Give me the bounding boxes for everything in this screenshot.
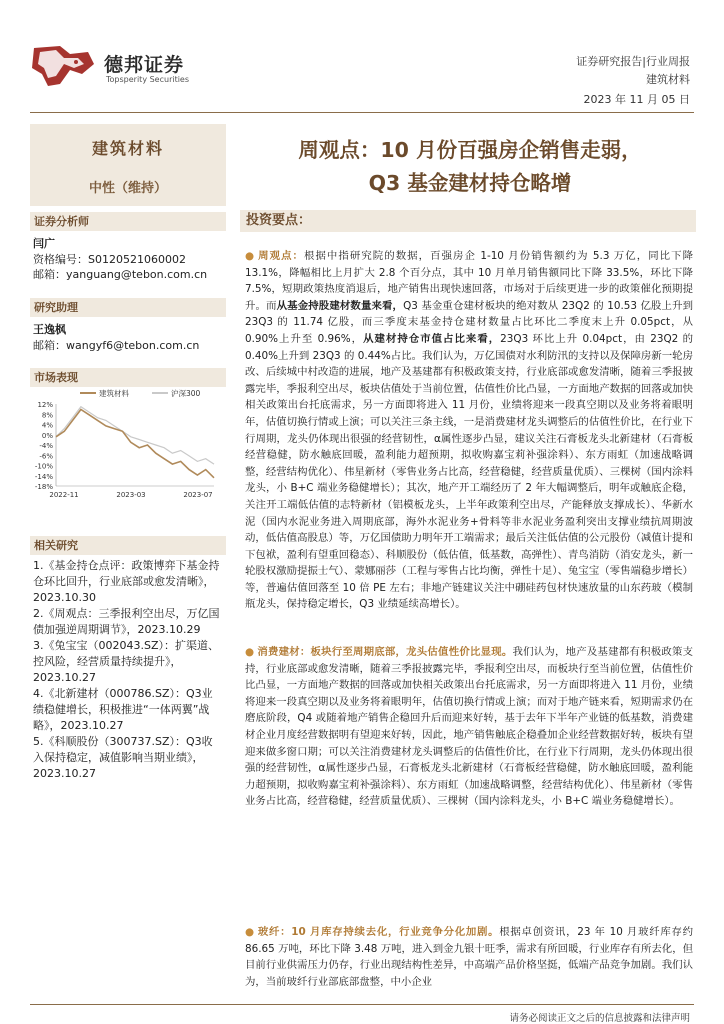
assistant-section-title: 研究助理 xyxy=(30,298,226,317)
analyst-cert: 资格编号：S0120521060002 xyxy=(33,253,186,266)
lead-glass-fiber: 玻纤：10 月库存持续去化，行业竞争分化加剧。 xyxy=(257,926,500,938)
text-segment: 根据中指研究院的数据，百强房企 1-10 月份销售额约为 5.3 万亿，同比下降 13.1%，降幅相比上月扩大 2.8 个百分点，其中 10 月单月销售额同比下降 33.5%，环比下降 7.5%，短期政策热度消退后，地产销售出现快速回落，市场对于后续更进一步的政策催化预期提升。而 xyxy=(245,250,693,312)
series-line-sector xyxy=(56,410,214,478)
text-segment: 我们认为，地产及基建都有积极政策支持，行业底部或愈发清晰，随着三季报披露完毕，季报利空出尽，而板块行至当前位置，估值性价比凸显，一方面地产数据的回落或加快相关政策出台托底需求，另一方面即将进入 11 月份，业绩将迎来一段真空期以及业务将着眼明年，估值切换行情或上演；而对于地产链来看，短期需求仍在磨底阶段，Q4 或随着地产销售企稳回升后而迎来好转，基于去年下半年产业链的低基数，消费建材企业月度经营数据明有望迎来好转，因此，地产销售触底企稳叠加企业经营数据好转，板块有望迎来做多窗口期；可以关注消费建材龙头调整后的估值性价比，在行业下行周期，龙头仍体现出很强的经营韧性，α属性逐步凸显，石膏板龙头北新建材（石膏板经营稳健，防水触底回暖，盈利能力超预期，拟收购嘉宝莉补强涂料）、东方雨虹（加速战略调整，经营结构优化）、伟星新材（零售业务占比高，经营稳健，经营质量优质）、三棵树（国内涂料龙头，小 B+C 端业务稳健增长）。 xyxy=(245,646,693,808)
paragraph-consumer-materials xyxy=(245,644,693,810)
x-tick-label: 2023-03 xyxy=(116,491,146,499)
y-tick-label: -14% xyxy=(34,472,53,481)
text-segment: 23Q3 环比上升 0.04pct，由 23Q2 的 0.40%上升到 23Q3 的 0.44%占比。我们认为，万亿国债对水利防汛的支持以及保障房新一轮房改、后续城中村改造的进展，地产及基建都有积极政策支持，行业底部或愈发清晰，随着三季报披露完毕，季报利空出尽，板块估值处于当前位置，估值性价比凸显，一方面地产数据的回落或加快相关政策出台托底需求，另一方面即将进入 11 月份，业绩将迎来一段真空期以及业务将着眼明年，估值切换行情或上演；可以关注三条主线，一是消费建材龙头调整后的估值性价比，在行业下行周期，龙头仍体现出很强的经营韧性，α属性逐步凸显，建议关注石膏板龙头北新建材（石膏板经营稳健，防水触底回暖，盈利能力超预期，拟收购嘉宝莉补强涂料）、东方雨虹（加速战略调整，经营结构优化）、伟星新材（零售业务占比高，经营稳健，经营质量优质）、三棵树（国内涂料龙头，小 B+C 端业务稳健增长）；其次，地产开工端经历了 2 年大幅调整后，明年或触底企稳，关注开工端低估值的志特新材（铝模板龙头，上半年政策利空出尽，产能释放支撑成长）、华新水泥（国内水泥业务进入周期底部，海外水泥业务+骨料等非水泥业务盈利突出支撑业绩抗周期波动，低估值高股息）等，万亿国债助力明年开工端需求；最后关注低估值的公元股份（减值计提和下包袱，盈利有望重回稳态）、科顺股份（低估值，低基数，高弹性）、青鸟消防（消安龙头，新一轮股权激励提振士气）、蒙娜丽莎（工程与零售占比均衡，弹性十足）、兔宝宝（零售端稳步增长）等，普遍估值回落至 10 倍 PE 左右；非地产链建议关注中硼硅药包材快速放量的山东药玻（模制瓶龙头，保持稳定增长，Q3 业绩延续高增长）。 xyxy=(245,332,693,611)
lead-consumer-materials: 消费建材：板块行至周期底部，龙头估值性价比显现。 xyxy=(257,646,513,658)
y-tick-label: 0% xyxy=(41,431,53,440)
report-industry: 建筑材料 xyxy=(646,73,690,86)
title-line-2: Q3 基金建材持仓略增 xyxy=(368,171,572,195)
footer-divider xyxy=(30,1004,694,1005)
related-research-list xyxy=(33,558,221,782)
header-divider xyxy=(30,112,694,113)
chart-svg xyxy=(30,386,226,501)
paragraph-glass-fiber xyxy=(245,924,693,990)
related-item[interactable]: 5.《科顺股份（300737.SZ）：Q3收入保持稳定，减值影响当期业绩》，2023.10.27 xyxy=(33,735,213,780)
title-line-1: 周观点：10 月份百强房企销售走弱， xyxy=(298,138,642,162)
bold-fund-holdings: 从基金持股建材数量来看， xyxy=(276,299,404,312)
logo-bull-icon xyxy=(30,44,98,90)
related-item[interactable]: 2.《周观点：三季报利空出尽，万亿国债加强逆周期调节》，2023.10.29 xyxy=(33,607,220,636)
related-item[interactable]: 3.《兔宝宝（002043.SZ）：扩渠道、控风险，经营质量持续提升》，2023.10.27 xyxy=(33,639,220,684)
report-date: 2023 年 11 月 05 日 xyxy=(583,93,690,106)
related-section-title: 相关研究 xyxy=(30,536,226,555)
bullet-icon: ● xyxy=(245,646,255,658)
key-points-header: 投资要点： xyxy=(240,210,696,232)
related-item[interactable]: 4.《北新建材（000786.SZ）：Q3业绩稳健增长，积极推进“一体两翼”战略》，2023.10.27 xyxy=(33,687,213,732)
y-tick-label: -18% xyxy=(34,483,53,491)
market-section-title: 市场表现 xyxy=(30,368,226,387)
report-title xyxy=(240,134,700,200)
bullet-icon: ● xyxy=(245,926,255,938)
y-tick-label: 8% xyxy=(41,411,53,420)
legend-label: 建筑材料 xyxy=(99,389,129,398)
sector-name: 建筑材料 xyxy=(91,139,164,158)
legend-label: 沪深300 xyxy=(171,389,201,398)
y-tick-label: -6% xyxy=(39,452,53,461)
y-tick-label: 4% xyxy=(41,421,53,430)
logo-name-cn: 德邦证券 xyxy=(104,54,185,76)
logo-name-en: Topsperity Securities xyxy=(106,75,190,84)
footer-disclaimer: 请务必阅读正文之后的信息披露和法律声明 xyxy=(509,1013,690,1024)
text-segment: Q3 基金重仓建材板块的绝对数从 23Q2 的 10.53 亿股上升到 23Q3 的 11.74 亿股，而三季度末基金持仓建材数量占比环比二季度末上升 0.05pct，从 0.90%上升至 0.96%， xyxy=(245,299,694,345)
y-tick-label: -10% xyxy=(34,462,53,471)
analyst-name: 闫广 xyxy=(33,237,55,250)
bullet-icon: ● xyxy=(245,250,256,262)
company-logo xyxy=(30,44,190,94)
lead-weekly-view: 周观点： xyxy=(258,250,304,262)
market-performance-chart xyxy=(30,386,226,501)
x-tick-label: 2023-07 xyxy=(183,491,213,499)
assistant-name: 王逸枫 xyxy=(33,323,66,336)
assistant-email[interactable]: 邮箱：wangyf6@tebon.com.cn xyxy=(33,339,200,352)
report-type: 证券研究报告|行业周报 xyxy=(576,55,690,68)
sector-box xyxy=(30,124,226,206)
x-tick-label: 2022-11 xyxy=(49,491,79,499)
related-item[interactable]: 1.《基金持仓点评：政策博弈下基金持仓环比回升，行业底部或愈发清晰》，2023.10.30 xyxy=(33,559,220,604)
text-segment: 根据卓创资讯，23 年 10 月玻纤库存约 86.65 万吨，环比下降 3.48 万吨，进入到金九银十旺季，需求有所回暖，行业库存有所去化，但目前行业供需压力仍存，行业出现结构性差异，中高端产品价格坚挺，低端产品竞争加剧。我们认为，当前玻纤行业部底部盘整，中小企业 xyxy=(245,926,693,988)
analyst-email[interactable]: 邮箱：yanguang@tebon.com.cn xyxy=(33,268,208,281)
rating: 中性（维持） xyxy=(88,181,167,196)
y-tick-label: -4% xyxy=(39,442,53,450)
paragraph-weekly-view xyxy=(245,248,693,613)
y-tick-label: 12% xyxy=(37,401,53,409)
series-line-hs300 xyxy=(56,407,214,464)
analyst-section-title: 证券分析师 xyxy=(30,212,226,231)
bold-market-value: 从建材持仓市值占比来看， xyxy=(363,332,501,345)
